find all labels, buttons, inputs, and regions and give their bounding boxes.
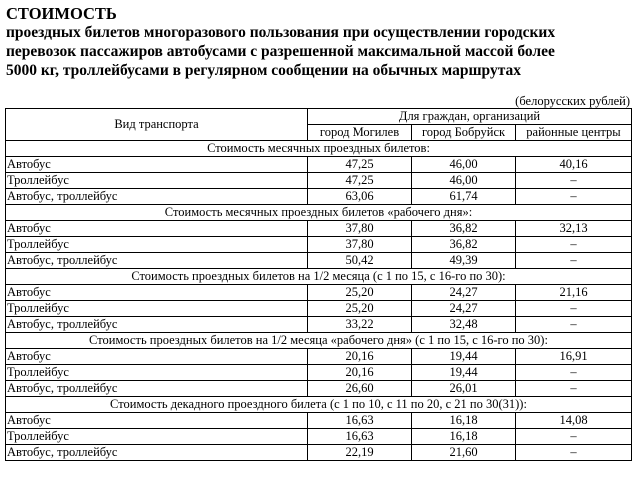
ticket-price-table [5, 108, 632, 461]
price-cell: 16,18 [412, 429, 516, 445]
section-title: Стоимость декадного проездного билета (с 1 по 10, с 11 по 20, с 21 по 30(31)): [6, 397, 632, 413]
currency-units-note: (белорусских рублей) [515, 94, 630, 108]
section-row [6, 205, 632, 221]
table-row [6, 365, 632, 381]
price-cell: 47,25 [308, 173, 412, 189]
price-cell: 16,91 [516, 349, 632, 365]
section-title: Стоимость проездных билетов на 1/2 месяца (с 1 по 15, с 16-го по 30): [6, 269, 632, 285]
price-cell: – [516, 301, 632, 317]
section-row [6, 397, 632, 413]
price-cell: 47,25 [308, 157, 412, 173]
transport-type-cell: Троллейбус [6, 237, 308, 253]
table-row [6, 413, 632, 429]
transport-type-cell: Троллейбус [6, 173, 308, 189]
transport-type-cell: Автобус [6, 221, 308, 237]
subtitle-line: проездных билетов многоразового пользования при осуществлении городских [6, 24, 556, 41]
transport-type-cell: Троллейбус [6, 429, 308, 445]
transport-type-cell: Автобус, троллейбус [6, 189, 308, 205]
document-title: СТОИМОСТЬ [6, 4, 117, 23]
table-row [6, 285, 632, 301]
price-cell: – [516, 365, 632, 381]
table-row [6, 237, 632, 253]
price-cell: 32,48 [412, 317, 516, 333]
price-cell: 16,63 [308, 413, 412, 429]
header-group: Для граждан, организаций [308, 109, 632, 125]
price-cell: 61,74 [412, 189, 516, 205]
section-row [6, 333, 632, 349]
price-cell: 14,08 [516, 413, 632, 429]
transport-type-cell: Автобус [6, 285, 308, 301]
section-row [6, 269, 632, 285]
header-column-bobruisk: город Бобруйск [412, 125, 516, 141]
header-column-district-centers: районные центры [516, 125, 632, 141]
transport-type-cell: Автобус [6, 157, 308, 173]
transport-type-cell: Автобус, троллейбус [6, 253, 308, 269]
price-cell: 46,00 [412, 157, 516, 173]
price-cell: 19,44 [412, 365, 516, 381]
price-cell: – [516, 189, 632, 205]
subtitle-line: 5000 кг, троллейбусами в регулярном сообщении на обычных маршрутах [6, 62, 521, 79]
price-cell: 21,16 [516, 285, 632, 301]
table-row [6, 317, 632, 333]
price-cell: 49,39 [412, 253, 516, 269]
section-row [6, 141, 632, 157]
transport-type-cell: Автобус, троллейбус [6, 445, 308, 461]
price-cell: – [516, 317, 632, 333]
transport-type-cell: Автобус, троллейбус [6, 381, 308, 397]
price-cell: – [516, 381, 632, 397]
transport-type-cell: Автобус [6, 413, 308, 429]
price-cell: – [516, 445, 632, 461]
section-title: Стоимость месячных проездных билетов: [6, 141, 632, 157]
price-cell: 24,27 [412, 301, 516, 317]
table-row [6, 349, 632, 365]
table-row [6, 381, 632, 397]
price-cell: 24,27 [412, 285, 516, 301]
price-cell: 25,20 [308, 301, 412, 317]
price-cell: 16,63 [308, 429, 412, 445]
price-cell: 63,06 [308, 189, 412, 205]
table-row [6, 221, 632, 237]
price-cell: – [516, 429, 632, 445]
price-cell: 50,42 [308, 253, 412, 269]
table-row [6, 189, 632, 205]
table-row [6, 253, 632, 269]
header-column-mogilev: город Могилев [308, 125, 412, 141]
header-transport-type: Вид транспорта [6, 109, 308, 141]
subtitle-line: перевозок пассажиров автобусами с разрешенной максимальной массой более [6, 43, 555, 60]
price-cell: – [516, 237, 632, 253]
price-cell: 21,60 [412, 445, 516, 461]
table-row [6, 429, 632, 445]
price-cell: 20,16 [308, 349, 412, 365]
price-cell: 37,80 [308, 221, 412, 237]
price-cell: 25,20 [308, 285, 412, 301]
price-cell: 40,16 [516, 157, 632, 173]
price-cell: 46,00 [412, 173, 516, 189]
transport-type-cell: Автобус, троллейбус [6, 317, 308, 333]
table-body [6, 141, 632, 461]
price-cell: – [516, 173, 632, 189]
table-row [6, 157, 632, 173]
price-cell: 22,19 [308, 445, 412, 461]
table-row [6, 445, 632, 461]
price-cell: 16,18 [412, 413, 516, 429]
transport-type-cell: Троллейбус [6, 301, 308, 317]
price-cell: 33,22 [308, 317, 412, 333]
price-cell: 19,44 [412, 349, 516, 365]
price-cell: 32,13 [516, 221, 632, 237]
section-title: Стоимость месячных проездных билетов «рабочего дня»: [6, 205, 632, 221]
price-cell: – [516, 253, 632, 269]
section-title: Стоимость проездных билетов на 1/2 месяца «рабочего дня» (с 1 по 15, с 16-го по 30): [6, 333, 632, 349]
price-cell: 36,82 [412, 221, 516, 237]
table-header [6, 109, 632, 141]
price-cell: 26,60 [308, 381, 412, 397]
table-row [6, 301, 632, 317]
transport-type-cell: Автобус [6, 349, 308, 365]
document-heading [6, 4, 626, 81]
price-cell: 26,01 [412, 381, 516, 397]
price-cell: 20,16 [308, 365, 412, 381]
table-row [6, 173, 632, 189]
price-cell: 36,82 [412, 237, 516, 253]
price-cell: 37,80 [308, 237, 412, 253]
transport-type-cell: Троллейбус [6, 365, 308, 381]
